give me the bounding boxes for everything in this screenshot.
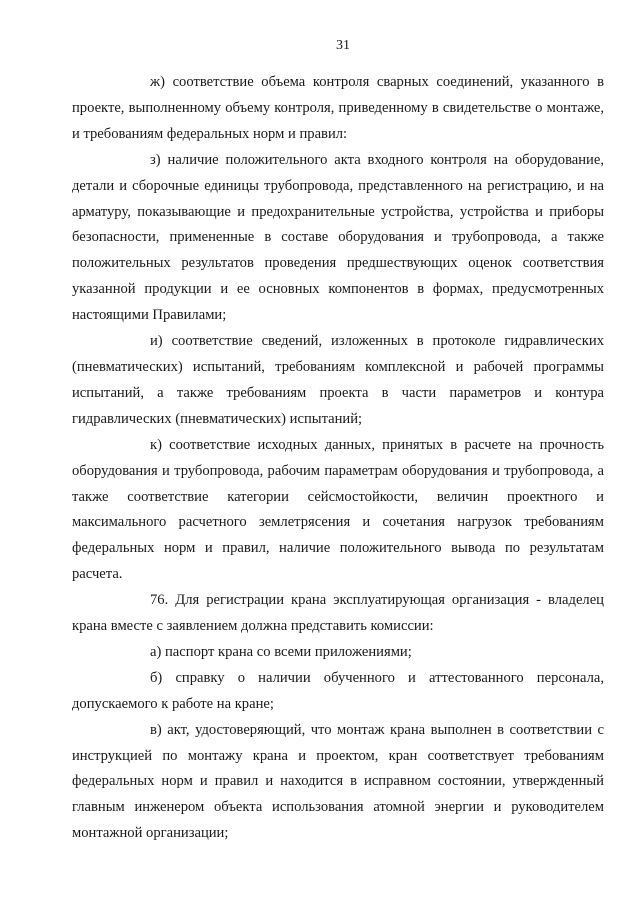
item-marker: в): [150, 721, 162, 738]
paragraph-a: [72, 640, 604, 666]
paragraph-text: акт, удостоверяющий, что монтаж крана выполнен в соответствии с инструкцией по монтажу крана и проектом, кран соответствует требованиям федеральных норм и правил и находится в исправном состоянии, утвержденный главным инженером объекта использования атомной энергии и руководителем монтажной организации;: [72, 721, 604, 842]
paragraph-text: наличие положительного акта входного контроля на оборудование, детали и сборочные единицы трубопровода, представленного на регистрацию, и на арматуру, показывающие и предохранительные устройства, устройства и приборы безопасности, примененные в составе оборудования и трубопровода, а также положительных результатов проведения предшествующих оценок соответствия указанной продукции и ее основных компонентов в формах, предусмотренных настоящими Правилами;: [72, 151, 604, 324]
item-marker: а): [150, 643, 162, 660]
item-marker: ж): [150, 74, 165, 90]
item-marker: к): [150, 436, 162, 453]
item-marker: б): [150, 669, 163, 686]
paragraph-76: [72, 588, 604, 640]
paragraph-text: справку о наличии обученного и аттестованного персонала, допускаемого к работе на кране;: [72, 669, 604, 712]
section-number: 76.: [150, 592, 169, 609]
item-marker: и): [150, 333, 163, 350]
paragraph-text: соответствие исходных данных, принятых в расчете на прочность оборудования и трубопровода, рабочим параметрам оборудования и трубопровода, а также соответствие категории сейсмостойкости, величин проектного и максимального расчетного землетрясения и сочетания нагрузок требованиям федеральных норм и правил, наличие положительного вывода по результатам расчета.: [72, 436, 604, 583]
paragraph-text: паспорт крана со всеми приложениями;: [165, 643, 412, 660]
paragraph-k: [72, 433, 604, 588]
paragraph-text: соответствие сведений, изложенных в протоколе гидравлических (пневматических) испытаний, требованиям комплексной и рабочей программы испытаний, а также требованиям проекта в части параметров и контура гидравлических (пневматических) испытаний;: [72, 333, 604, 427]
paragraph-i: [72, 329, 604, 433]
page-number: 31: [336, 38, 350, 53]
paragraph-zh: [72, 70, 604, 148]
paragraph-text: Для регистрации крана эксплуатирующая организация - владелец крана вместе с заявлением должна представить комиссии:: [72, 592, 604, 635]
paragraph-text: соответствие объема контроля сварных соединений, указанного в проекте, выполненному объему контроля, приведенному в свидетельстве о монтаже, и требованиям федеральных норм и правил:: [72, 74, 605, 142]
paragraph-b: [72, 666, 604, 718]
item-marker: з): [150, 151, 161, 168]
paragraph-z: [72, 148, 604, 329]
paragraph-v: [72, 718, 604, 848]
